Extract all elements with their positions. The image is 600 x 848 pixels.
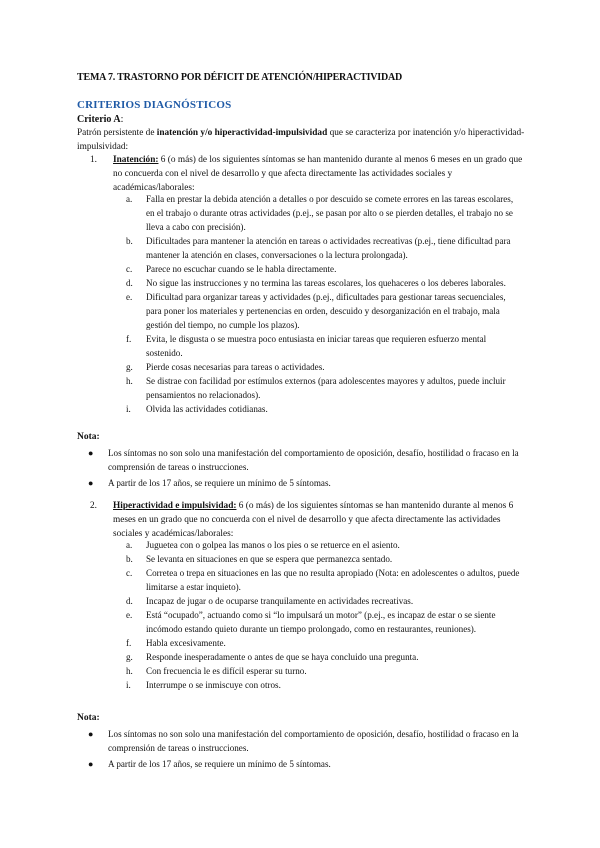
hyperactivity-symptom-list bbox=[126, 538, 522, 692]
bullet-icon: ● bbox=[88, 478, 94, 488]
criterion-heading bbox=[77, 114, 123, 125]
group-number: 2. bbox=[90, 501, 97, 511]
list-item bbox=[126, 678, 522, 692]
group-description: 6 (o más) de los siguientes síntomas se han mantenido durante al menos 6 meses en un grado que no concuerda con el nivel de desarrollo y que afecta directamente las actividades sociales y académicas/laborales: bbox=[113, 501, 514, 539]
item-text: Interrumpe o se inmiscuye con otros. bbox=[146, 680, 281, 690]
item-text: Dificultades para mantener la atención en tareas o actividades recreativas (p.ej., tiene dificultad para mantener la atención en clases, conversaciones o la lectura prolongada). bbox=[146, 236, 511, 260]
item-letter: h. bbox=[126, 666, 133, 676]
item-letter: f. bbox=[126, 334, 132, 344]
item-text: Corretea o trepa en situaciones en las que no resulta apropiado (Nota: en adolescentes o adultos, puede limitarse a estar inquieto). bbox=[146, 568, 520, 592]
item-text: Olvida las actividades cotidianas. bbox=[146, 404, 268, 414]
page-title: TEMA 7. TRASTORNO POR DÉFICIT DE ATENCIÓN/HIPERACTIVIDAD bbox=[77, 72, 403, 83]
list-item bbox=[126, 360, 522, 374]
list-item bbox=[88, 476, 533, 490]
inattention-symptom-list bbox=[126, 192, 522, 416]
note-heading bbox=[77, 713, 100, 723]
item-text: Pierde cosas necesarias para tareas o actividades. bbox=[146, 362, 325, 372]
item-letter: d. bbox=[126, 596, 133, 606]
bullet-text: Los síntomas no son solo una manifestación del comportamiento de oposición, desafío, hostilidad o fracaso en la comprensión de tareas o instrucciones. bbox=[108, 448, 519, 472]
group-label: Hiperactividad e impulsividad: bbox=[113, 501, 237, 511]
list-item bbox=[126, 262, 522, 276]
item-letter: a. bbox=[126, 194, 133, 204]
list-item bbox=[88, 446, 533, 474]
list-item bbox=[126, 374, 522, 402]
list-item bbox=[126, 332, 522, 360]
item-letter: b. bbox=[126, 236, 133, 246]
item-text: Con frecuencia le es difícil esperar su turno. bbox=[146, 666, 307, 676]
item-text: Falla en prestar la debida atención a detalles o por descuido se comete errores en las tareas escolares, en el trabajo o durante otras actividades (p.ej., se pasan por alto o se pierden detalles, el trabajo no se lleva a cabo con precisión). bbox=[146, 194, 514, 232]
list-item bbox=[126, 538, 522, 552]
item-letter: h. bbox=[126, 376, 133, 386]
list-item bbox=[126, 192, 522, 234]
section-heading: CRITERIOS DIAGNÓSTICOS bbox=[77, 99, 232, 111]
item-text: Habla excesivamente. bbox=[146, 638, 226, 648]
item-letter: e. bbox=[126, 610, 133, 620]
bullet-icon: ● bbox=[88, 448, 94, 458]
item-letter: i. bbox=[126, 404, 131, 414]
item-text: No sigue las instrucciones y no termina las tareas escolares, los quehaceres o los deberes laborales. bbox=[146, 278, 506, 288]
note-colon: : bbox=[96, 432, 100, 442]
item-letter: a. bbox=[126, 540, 133, 550]
bullet-text: A partir de los 17 años, se requiere un mínimo de 5 síntomas. bbox=[108, 759, 331, 769]
intro-text-post: que se caracteriza por inatención y/o hiperactividad- impulsividad: bbox=[77, 128, 525, 152]
list-item bbox=[126, 650, 522, 664]
item-letter: b. bbox=[126, 554, 133, 564]
item-letter: g. bbox=[126, 362, 133, 372]
item-text: Dificultad para organizar tareas y actividades (p.ej., dificultades para gestionar tareas secuenciales, para poner los materiales y pertenencias en orden, descuido y desorganización en el trabajo, mala gestión del tiempo, no cumple los plazos). bbox=[146, 292, 506, 330]
bullet-text: A partir de los 17 años, se requiere un mínimo de 5 síntomas. bbox=[108, 478, 331, 488]
intro-text-pre: Patrón persistente de bbox=[77, 128, 157, 138]
list-item bbox=[126, 566, 522, 594]
item-text: Se distrae con facilidad por estímulos externos (para adolescentes mayores y adultos, puede incluir pensamientos no relacionados). bbox=[146, 376, 506, 400]
list-item bbox=[126, 290, 522, 332]
item-letter: i. bbox=[126, 680, 131, 690]
note-label: Nota bbox=[77, 713, 97, 723]
bullet-icon: ● bbox=[88, 759, 94, 769]
item-text: Se levanta en situaciones en que se espera que permanezca sentado. bbox=[146, 554, 393, 564]
note-heading bbox=[77, 432, 100, 442]
group-description: 6 (o más) de los siguientes síntomas se han mantenido durante al menos 6 meses en un grado que no concuerda con el nivel de desarrollo y que afecta directamente las actividades sociales y académicas/laborales: bbox=[113, 155, 523, 193]
item-text: Responde inesperadamente o antes de que se haya concluido una pregunta. bbox=[146, 652, 419, 662]
item-letter: d. bbox=[126, 278, 133, 288]
group-number: 1. bbox=[90, 155, 97, 165]
note-label: Nota bbox=[77, 432, 97, 442]
item-letter: c. bbox=[126, 568, 133, 578]
group-label: Inatención: bbox=[113, 155, 159, 165]
item-text: Juguetea con o golpea las manos o los pies o se retuerce en el asiento. bbox=[146, 540, 400, 550]
list-item bbox=[126, 664, 522, 678]
group-text bbox=[113, 499, 523, 541]
list-item bbox=[126, 594, 522, 608]
item-text: Incapaz de jugar o de ocuparse tranquilamente en actividades recreativas. bbox=[146, 596, 414, 606]
item-letter: c. bbox=[126, 264, 133, 274]
list-item bbox=[88, 757, 533, 771]
item-letter: g. bbox=[126, 652, 133, 662]
list-item bbox=[126, 276, 522, 290]
criterion-intro bbox=[77, 126, 537, 154]
bullet-text: Los síntomas no son solo una manifestación del comportamiento de oposición, desafío, hostilidad o fracaso en la comprensión de tareas o instrucciones. bbox=[108, 729, 519, 753]
item-text: Evita, le disgusta o se muestra poco entusiasta en iniciar tareas que requieren esfuerzo mental sostenido. bbox=[146, 334, 487, 358]
list-item bbox=[88, 727, 533, 755]
note-bullet-list bbox=[88, 727, 533, 773]
intro-text-bold: inatención y/o hiperactividad-impulsividad bbox=[156, 128, 328, 138]
note-bullet-list bbox=[88, 446, 533, 492]
list-item bbox=[126, 636, 522, 650]
list-item bbox=[126, 608, 522, 636]
criterion-label: Criterio A bbox=[77, 114, 121, 125]
item-letter: f. bbox=[126, 638, 132, 648]
list-item bbox=[126, 552, 522, 566]
item-letter: e. bbox=[126, 292, 133, 302]
criterion-colon: : bbox=[120, 114, 124, 125]
list-item bbox=[126, 234, 522, 262]
note-colon: : bbox=[96, 713, 100, 723]
list-item bbox=[126, 402, 522, 416]
group-text bbox=[113, 153, 523, 195]
item-text: Parece no escuchar cuando se le habla directamente. bbox=[146, 264, 337, 274]
bullet-icon: ● bbox=[88, 729, 94, 739]
item-text: Está “ocupado”, actuando como si “lo impulsará un motor” (p.ej., es incapaz de estar o se siente incómodo estando quieto durante un tiempo prolongado, como en restaurantes, reuniones). bbox=[146, 610, 496, 634]
